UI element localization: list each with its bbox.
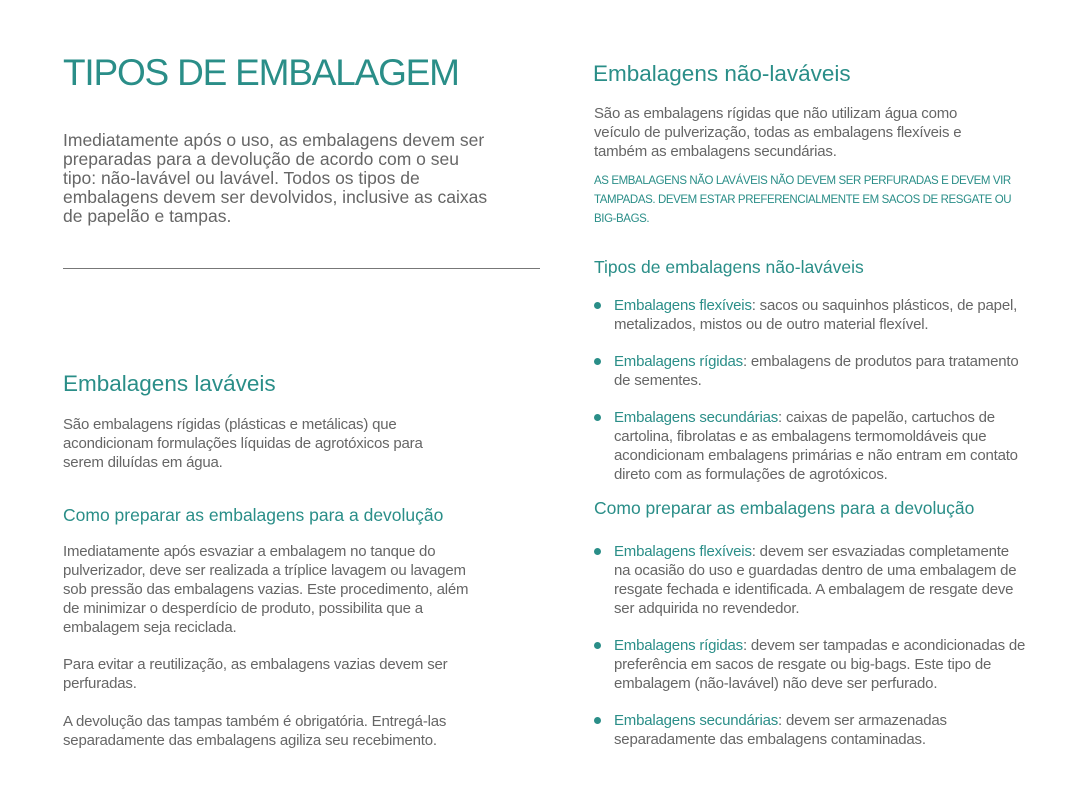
list-item-text: : devem ser esvaziadas completamente na ocasião do uso e guardadas dentro de uma embalagem de resgate fechada e identificada. A embalagem de resgate deve ser adquirida no revendedor.: [614, 543, 1017, 617]
list-item-text: : sacos ou saquinhos plásticos, de papel, metalizados, mistos ou de outro material flexível.: [614, 297, 1018, 333]
tipos-list: [594, 296, 1024, 484]
list-item: [594, 352, 1024, 390]
bullet-icon: [594, 414, 601, 421]
left-preparar-p3: A devolução das tampas também é obrigatória. Entregá-las separadamente das embalagens agiliza seu recebimento.: [63, 713, 447, 749]
list-item-term: Embalagens secundárias: [614, 409, 779, 426]
section-divider: [63, 268, 540, 269]
nao-lavaveis-text: São as embalagens rígidas que não utilizam água como veículo de pulverização, todas as embalagens flexíveis e também as embalagens secundárias.: [594, 105, 962, 160]
warning-text: AS EMBALAGENS NÃO LAVÁVEIS NÃO DEVEM SER PERFURADAS E DEVEM VIR TAMPADAS. DEVEM ESTAR PREFERENCIALMENTE EM SACOS DE RESGATE OU BIG-BAGS.: [594, 175, 1012, 225]
page-title: TIPOS DE EMBALAGEM: [63, 52, 459, 93]
bullet-icon: [594, 358, 601, 365]
list-item-term: Embalagens flexíveis: [614, 297, 752, 314]
list-item: [594, 711, 1026, 749]
right-preparar-heading: Como preparar as embalagens para a devolução: [594, 498, 975, 518]
list-item-term: Embalagens rígidas: [614, 353, 743, 370]
list-item: [594, 636, 1026, 693]
list-item-term: Embalagens flexíveis: [614, 543, 752, 560]
bullet-icon: [594, 717, 601, 724]
nao-lavaveis-heading: Embalagens não-laváveis: [593, 61, 851, 86]
left-preparar-p1: Imediatamente após esvaziar a embalagem no tanque do pulverizador, deve ser realizada a tríplice lavagem ou lavagem sob pressão das embalagens vazias. Este procedimento, além de minimizar o desperdício de produto, possibilita que a embalagem seja reciclada.: [63, 543, 469, 636]
left-preparar-p2: Para evitar a reutilização, as embalagens vazias devem ser perfuradas.: [63, 656, 448, 692]
list-item: [594, 408, 1024, 484]
list-item-text: : devem ser tampadas e acondicionadas de preferência em sacos de resgate ou big-bags. Este tipo de embalagem (não-lavável) não deve ser perfurado.: [614, 637, 1026, 692]
lavaveis-text: São embalagens rígidas (plásticas e metálicas) que acondicionam formulações líquidas de agrotóxicos para serem diluídas em água.: [63, 416, 423, 471]
bullet-icon: [594, 302, 601, 309]
list-item: [594, 296, 1024, 334]
left-preparar-heading: Como preparar as embalagens para a devolução: [63, 505, 444, 525]
list-item-term: Embalagens rígidas: [614, 637, 743, 654]
list-item-text: : devem ser armazenadas separadamente das embalagens contaminadas.: [614, 712, 947, 748]
list-item-term: Embalagens secundárias: [614, 712, 779, 729]
preparar-list: [594, 542, 1026, 749]
bullet-icon: [594, 548, 601, 555]
list-item-text: : caixas de papelão, cartuchos de cartolina, fibrolatas e as embalagens termomoldáveis que acondicionam embalagens primárias e não entram em contato direto com as formulações de agrotóxicos.: [614, 409, 1018, 483]
list-item-text: : embalagens de produtos para tratamento de sementes.: [614, 353, 1019, 389]
tipos-heading: Tipos de embalagens não-laváveis: [594, 257, 864, 277]
intro-paragraph: Imediatamente após o uso, as embalagens devem ser preparadas para a devolução de acordo com o seu tipo: não-lavável ou lavável. Todos os tipos de embalagens devem ser devolvidos, inclusive as caixas de papelão e tampas.: [63, 130, 488, 226]
bullet-icon: [594, 642, 601, 649]
list-item: [594, 542, 1026, 618]
lavaveis-heading: Embalagens laváveis: [63, 371, 276, 396]
